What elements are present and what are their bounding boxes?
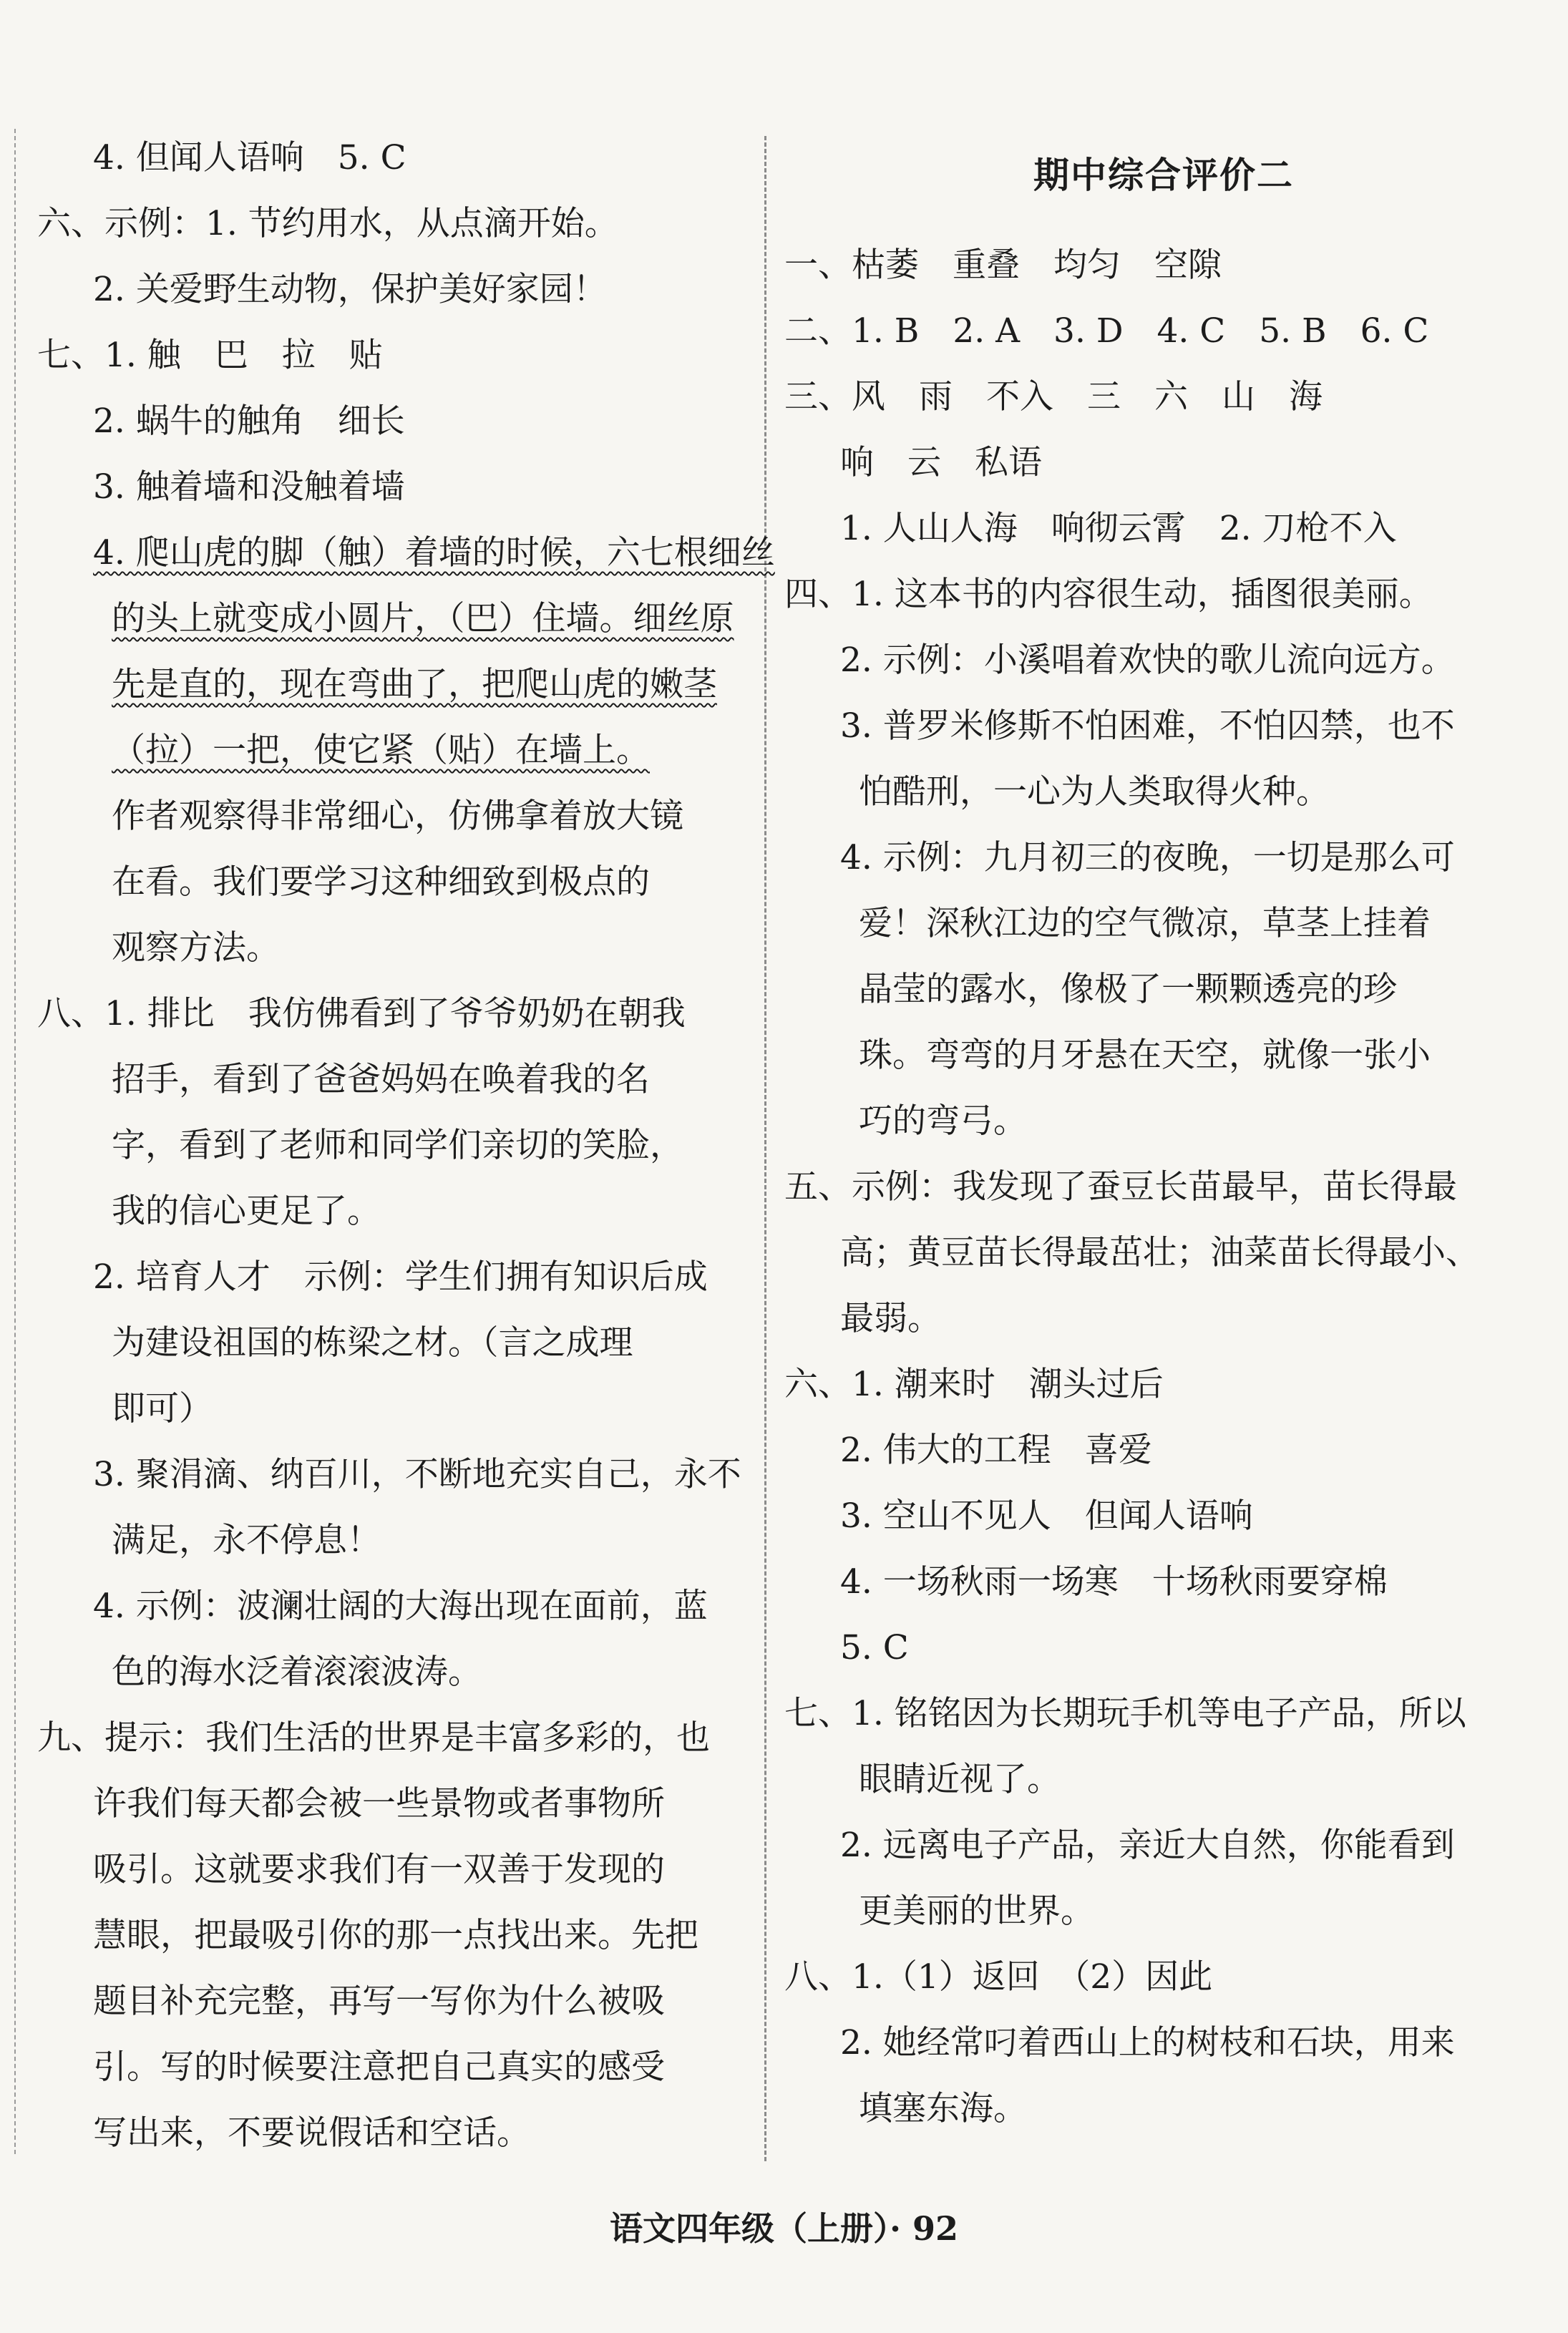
answer-line: 填塞东海。	[859, 2089, 1027, 2128]
answer-line: 八、1. 排比 我仿佛看到了爷爷奶奶在朝我	[37, 994, 686, 1033]
answer-line: 四、1. 这本书的内容很生动，插图很美丽。	[784, 575, 1433, 614]
answer-line: 2. 培育人才 示例：学生们拥有知识后成	[93, 1257, 708, 1297]
right-column	[784, 125, 1543, 2142]
answer-line: 3. 触着墙和没触着墙	[93, 467, 405, 507]
answer-line: 一、枯萎 重叠 均匀 空隙	[784, 245, 1222, 285]
answer-line: 4. 但闻人语响 5. C	[93, 138, 406, 177]
answer-line: 怕酷刑，一心为人类取得火种。	[859, 772, 1330, 812]
answer-line: 我的信心更足了。	[112, 1192, 381, 1231]
left-margin-rule	[14, 129, 16, 2154]
answer-line: 4. 一场秋雨一场寒 十场秋雨要穿棉	[840, 1562, 1388, 1602]
answer-line: 2. 示例：小溪唱着欢快的歌儿流向远方。	[840, 641, 1455, 680]
answer-line: 满足，永不停息！	[112, 1521, 381, 1560]
answer-line: 2. 伟大的工程 喜爱	[840, 1431, 1152, 1470]
answer-line: 4. 示例：九月初三的夜晚，一切是那么可	[840, 838, 1455, 877]
answer-line: 更美丽的世界。	[859, 1891, 1094, 1931]
answer-line: 题目补充完整，再写一写你为什么被吸	[93, 1982, 665, 2021]
answer-line: 4. 爬山虎的脚（触）着墙的时候，六七根细丝	[93, 533, 775, 573]
answer-line: 响 云 私语	[840, 443, 1042, 482]
left-column	[37, 125, 775, 2166]
answer-line: 七、1. 铭铭因为长期玩手机等电子产品，所以	[784, 1694, 1466, 1733]
right-answers	[784, 233, 1543, 2142]
answer-line: 许我们每天都会被一些景物或者事物所	[93, 1784, 665, 1823]
answer-line: 3. 普罗米修斯不怕困难，不怕囚禁，也不	[840, 706, 1455, 746]
answer-line: 八、1.（1）返回 （2）因此	[784, 1957, 1213, 1997]
answer-line: 三、风 雨 不入 三 六 山 海	[784, 377, 1323, 417]
answer-line: 爱！深秋江边的空气微凉，草茎上挂着	[859, 904, 1431, 943]
answer-line: 3. 空山不见人 但闻人语响	[840, 1496, 1253, 1536]
answer-line: 2. 她经常叼着西山上的树枝和石块，用来	[840, 2023, 1455, 2062]
answer-line: 慧眼，把最吸引你的那一点找出来。先把	[93, 1916, 698, 1955]
answer-line: 写出来，不要说假话和空话。	[93, 2113, 530, 2153]
answer-line: 色的海水泛着滚滚波涛。	[112, 1652, 482, 1692]
answer-line: 吸引。这就要求我们有一双善于发现的	[93, 1850, 665, 1889]
answer-line: 2. 关爱野生动物，保护美好家园！	[93, 270, 607, 309]
answer-line: 引。写的时候要注意把自己真实的感受	[93, 2047, 665, 2087]
answer-line: 为建设祖国的栋梁之材。（言之成理	[112, 1323, 633, 1363]
column-divider	[764, 136, 766, 2161]
answer-line: 4. 示例：波澜壮阔的大海出现在面前，蓝	[93, 1587, 708, 1626]
answer-line: 2. 蜗牛的触角 细长	[93, 401, 405, 441]
answer-line: 七、1. 触 巴 拉 贴	[37, 336, 383, 375]
answer-line: 最弱。	[840, 1299, 941, 1338]
answer-line: 观察方法。	[112, 928, 280, 968]
answer-line: 的头上就变成小圆片，（巴）住墙。细丝原	[112, 599, 734, 638]
answer-line: 六、1. 潮来时 潮头过后	[784, 1365, 1164, 1404]
answer-line: 3. 聚涓滴、纳百川，不断地充实自己，永不	[93, 1455, 741, 1494]
answer-line: 二、1. B 2. A 3. D 4. C 5. B 6. C	[784, 311, 1429, 351]
answer-line: 晶莹的露水，像极了一颗颗透亮的珍	[859, 970, 1397, 1009]
answer-line: （拉）一把，使它紧（贴）在墙上。	[112, 731, 650, 770]
answer-line: 在看。我们要学习这种细致到极点的	[112, 862, 650, 902]
answer-line: 珠。弯弯的月牙悬在天空，就像一张小	[859, 1036, 1431, 1075]
answer-line: 高；黄豆苗长得最茁壮；油菜苗长得最小、	[840, 1233, 1479, 1272]
answer-line: 5. C	[840, 1628, 909, 1667]
page-footer: 语文四年级（上册）· 92	[609, 2209, 959, 2248]
answer-line: 字，看到了老师和同学们亲切的笑脸，	[112, 1126, 683, 1165]
answer-line: 2. 远离电子产品，亲近大自然，你能看到	[840, 1826, 1455, 1865]
answer-line: 六、示例：1. 节约用水，从点滴开始。	[37, 204, 618, 243]
answer-line: 五、示例：我发现了蚕豆长苗最早，苗长得最	[784, 1167, 1457, 1207]
section-title: 期中综合评价二	[1033, 154, 1294, 196]
answer-line: 1. 人山人海 响彻云霄 2. 刀枪不入	[840, 509, 1397, 548]
answer-line: 作者观察得非常细心，仿佛拿着放大镜	[112, 797, 683, 836]
answer-line: 眼睛近视了。	[859, 1760, 1061, 1799]
answer-line: 九、提示：我们生活的世界是丰富多彩的，也	[37, 1718, 710, 1758]
answer-line: 即可）	[112, 1389, 213, 1428]
answer-line: 巧的弯弓。	[859, 1101, 1027, 1141]
answer-line: 先是直的，现在弯曲了，把爬山虎的嫩茎	[112, 665, 717, 704]
answer-line: 招手，看到了爸爸妈妈在唤着我的名	[112, 1060, 650, 1099]
